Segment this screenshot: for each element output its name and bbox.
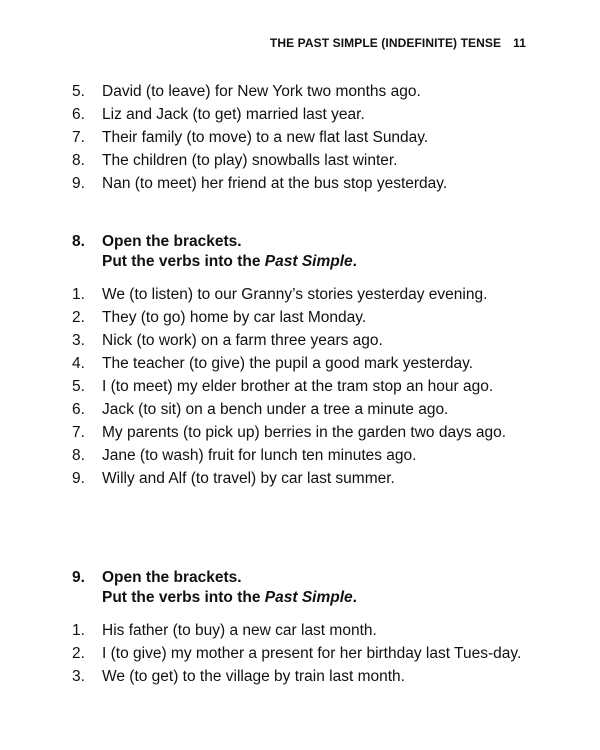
exercise-item (72, 375, 532, 398)
tense-name: Past Simple (264, 253, 353, 270)
item-number: 4. (72, 355, 85, 372)
item-number: 6. (72, 401, 85, 418)
item-number: 8. (72, 152, 85, 169)
exercise-item (72, 172, 532, 195)
exercise-item (72, 103, 532, 126)
task-instructions (102, 568, 357, 608)
instruction-prefix: Put the verbs into the (102, 589, 265, 606)
exercise-item (72, 126, 532, 149)
item-text: Their family (to move) to a new flat last Sunday. (102, 129, 429, 146)
item-number: 9. (72, 470, 85, 487)
page-number: 11 (513, 36, 526, 50)
task-number: 8. (72, 233, 85, 250)
item-text: Jane (to wash) fruit for lunch ten minutes ago. (102, 447, 417, 464)
item-number: 1. (72, 622, 85, 639)
item-number: 5. (72, 378, 85, 395)
instruction-line-2 (102, 252, 357, 272)
item-text: Nan (to meet) her friend at the bus stop yesterday. (102, 175, 448, 192)
task-9-heading (72, 568, 357, 608)
exercise-item (72, 283, 532, 306)
exercise-item (72, 421, 532, 444)
item-number: 8. (72, 447, 85, 464)
exercise-item (72, 398, 532, 421)
item-text: His father (to buy) a new car last month. (102, 622, 377, 639)
chapter-title: THE PAST SIMPLE (INDEFINITE) TENSE (269, 36, 502, 50)
exercise-item (72, 444, 532, 467)
item-number: 3. (72, 668, 85, 685)
item-number: 2. (72, 645, 85, 662)
item-text: Jack (to sit) on a bench under a tree a minute ago. (102, 401, 449, 418)
item-number: 7. (72, 424, 85, 441)
task-8-heading (72, 232, 357, 272)
item-text: Nick (to work) on a farm three years ago. (102, 332, 383, 349)
instruction-line-1: Open the brackets. (102, 569, 242, 586)
exercise-item (72, 467, 532, 490)
running-head (270, 36, 526, 50)
item-text: We (to get) to the village by train last month. (102, 668, 405, 685)
exercise-8-list (72, 283, 532, 490)
exercise-item (72, 642, 532, 665)
exercise-item (72, 80, 532, 103)
exercise-item (72, 619, 532, 642)
exercise-item (72, 306, 532, 329)
item-text: The children (to play) snowballs last winter. (102, 152, 398, 169)
item-number: 9. (72, 175, 85, 192)
instruction-suffix: . (352, 253, 357, 270)
item-text: They (to go) home by car last Monday. (102, 309, 367, 326)
instruction-line-2 (102, 588, 357, 608)
item-number: 2. (72, 309, 85, 326)
item-text: I (to meet) my elder brother at the tram stop an hour ago. (102, 378, 494, 395)
item-text: I (to give) my mother a present for her birthday last Tues-day. (102, 645, 522, 662)
item-text: David (to leave) for New York two months ago. (102, 83, 421, 100)
item-text: Willy and Alf (to travel) by car last summer. (102, 470, 395, 487)
instruction-prefix: Put the verbs into the (102, 253, 265, 270)
exercise-7-continued (72, 80, 532, 195)
item-text: We (to listen) to our Granny’s stories yesterday evening. (102, 286, 488, 303)
item-number: 3. (72, 332, 85, 349)
item-text: The teacher (to give) the pupil a good mark yesterday. (102, 355, 474, 372)
exercise-item (72, 329, 532, 352)
item-text: Liz and Jack (to get) married last year. (102, 106, 365, 123)
item-number: 1. (72, 286, 85, 303)
exercise-item (72, 352, 532, 375)
item-number: 7. (72, 129, 85, 146)
exercise-item (72, 149, 532, 172)
instruction-suffix: . (352, 589, 357, 606)
exercise-item (72, 665, 532, 688)
item-number: 6. (72, 106, 85, 123)
item-number: 5. (72, 83, 85, 100)
task-number: 9. (72, 569, 85, 586)
item-text: My parents (to pick up) berries in the garden two days ago. (102, 424, 507, 441)
task-instructions (102, 232, 357, 272)
instruction-line-1: Open the brackets. (102, 233, 242, 250)
tense-name: Past Simple (264, 589, 353, 606)
exercise-9-list (72, 619, 532, 688)
